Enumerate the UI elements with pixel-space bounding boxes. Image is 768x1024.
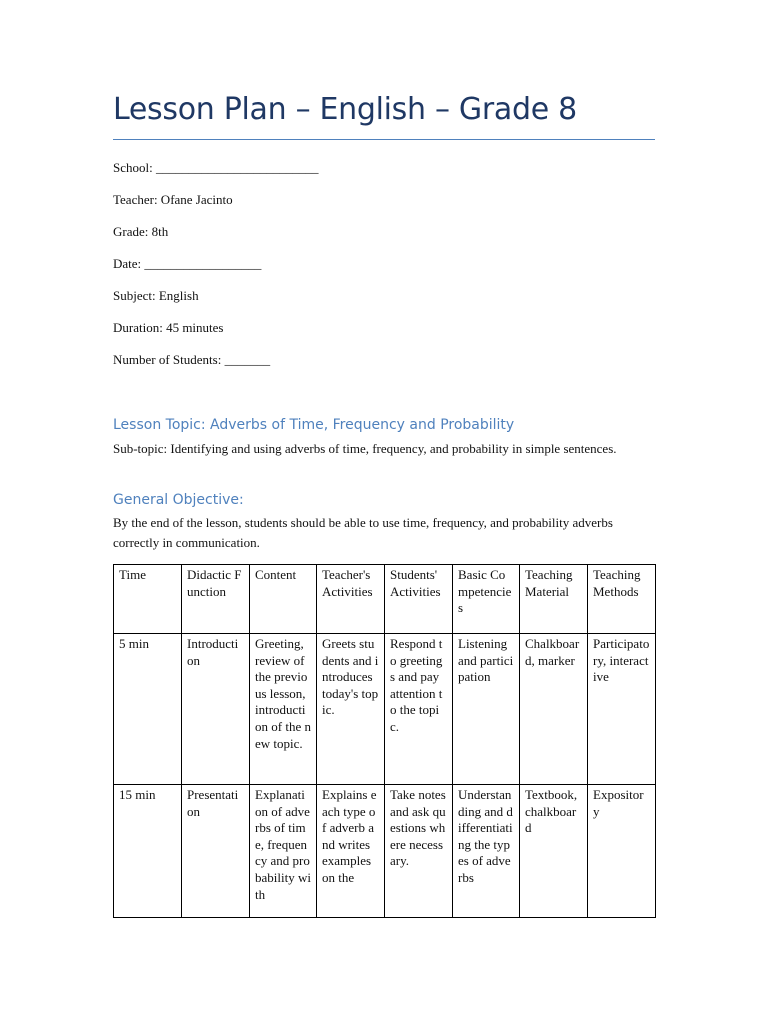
table-row [114,785,656,918]
header-cell-students-activities: Students' Activities [385,565,453,634]
school-field: School: _________________________ [113,160,319,175]
table-cell: Textbook, chalkboard [520,785,588,918]
table-cell: Expository [588,785,656,918]
subtopic-text: Sub-topic: Identifying and using adverbs of time, frequency, and probability in simple sentences. [113,441,617,456]
table-cell: Respond to greetings and pay attention to the topic. [385,634,453,785]
students-field: Number of Students: _______ [113,352,271,367]
header-cell-teaching-methods: Teaching Methods [588,565,656,634]
table-cell: Greeting, review of the previous lesson, introduction of the new topic. [250,634,317,785]
table-cell: Greets students and introduces today's topic. [317,634,385,785]
duration-field: Duration: 45 minutes [113,320,224,335]
table-cell: Presentation [182,785,250,918]
grade-field: Grade: 8th [113,224,169,239]
header-cell-time: Time [114,565,182,634]
header-cell-didactic-function: Didactic Function [182,565,250,634]
table-header-row [114,565,656,634]
lesson-topic-heading: Lesson Topic: Adverbs of Time, Frequency and Probability [113,417,515,433]
header-cell-teaching-material: Teaching Material [520,565,588,634]
table-cell: Take notes and ask questions where necessary. [385,785,453,918]
table-cell: Chalkboard, marker [520,634,588,785]
table-row [114,634,656,785]
table-cell: 5 min [114,634,182,785]
table-cell: 15 min [114,785,182,918]
header-cell-content: Content [250,565,317,634]
header-cell-basic-competencies: Basic Competencies [453,565,520,634]
objective-text: By the end of the lesson, students should be able to use time, frequency, and probability adverbs correctly in communication. [113,515,613,550]
title-underline [113,139,655,140]
teacher-field: Teacher: Ofane Jacinto [113,192,233,207]
table-cell: Explanation of adverbs of time, frequency and probability with [250,785,317,918]
page-title: Lesson Plan – English – Grade 8 [113,92,577,127]
general-objective-heading: General Objective: [113,492,244,508]
header-cell-teachers-activities: Teacher's Activities [317,565,385,634]
table-cell: Introduction [182,634,250,785]
table-cell: Listening and participation [453,634,520,785]
lesson-plan-table [113,564,656,918]
subject-field: Subject: English [113,288,199,303]
table-cell: Explains each type of adverb and writes examples on the [317,785,385,918]
table-cell: Understanding and differentiating the types of adverbs [453,785,520,918]
date-field: Date: __________________ [113,256,262,271]
table-cell: Participatory, interactive [588,634,656,785]
